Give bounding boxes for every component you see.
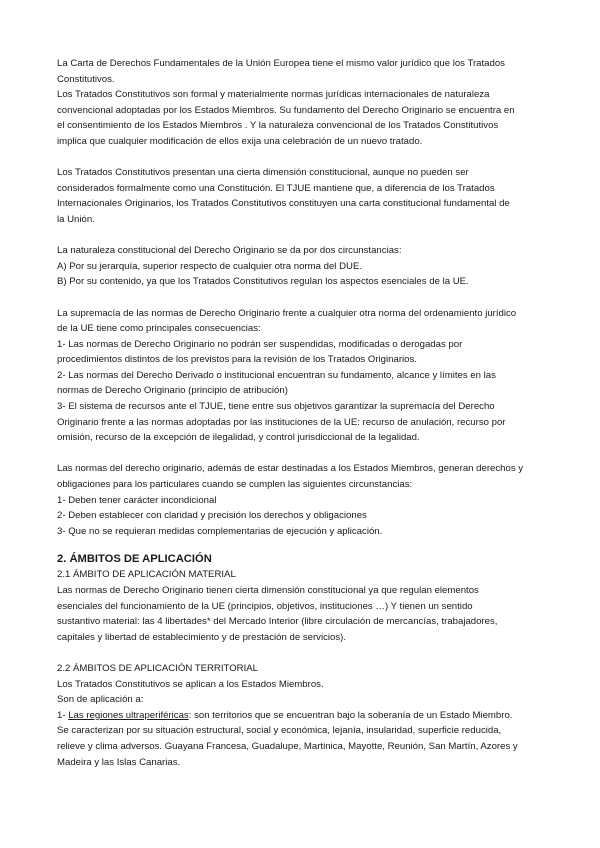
subsection-heading-material: 2.1 ÁMBITO DE APLICACIÓN MATERIAL <box>57 569 236 581</box>
outermost-regions-term: Las regiones ultraperiféricas <box>68 709 189 721</box>
paragraph-outermost-regions-description: Se caracterizan por su situación estructural, social y económica, lejanía, insularidad, superficie reducida, relieve y clima adversos. Guayana Francesa, Guadalupe, Martinica, Mayotte, Reunión, San Martín, Azores y Madeira y las Islas Canarias. <box>57 725 518 768</box>
paragraph-territorial-line2: Son de aplicación a: <box>57 694 144 706</box>
list-item-b: B) Por su contenido, ya que los Tratados Constitutivos regulan los aspectos esenciales de la UE. <box>57 276 469 288</box>
paragraph-constitutional-nature-intro: La naturaleza constitucional del Derecho Originario se da por dos circunstancias: <box>57 245 402 257</box>
list-item-outermost-regions <box>57 708 543 724</box>
paragraph-charter: La Carta de Derechos Fundamentales de la Unión Europea tiene el mismo valor jurídico que los Tratados Constitutivos. <box>57 58 505 85</box>
spacer <box>57 539 543 551</box>
spacer <box>57 228 543 244</box>
paragraph-direct-effect-intro: Las normas del derecho originario, además de estar destinadas a los Estados Miembros, generan derechos y obligaciones para los particulares cuando se cumplen las siguientes circunstancias: <box>57 463 524 491</box>
list-item-1: 1- Las normas de Derecho Originario no podrán ser suspendidas, modificadas o derogadas por procedimientos distintos de los previstos para la revisión de los Tratados Originarios. <box>57 338 463 366</box>
list-item-prefix: 1- <box>57 709 69 721</box>
list-item-1: 1- Deben tener carácter incondicional <box>57 494 217 506</box>
paragraph-supremacy-intro: La supremacía de las normas de Derecho Originario frente a cualquier otra norma del ordenamiento jurídico de la UE tiene como principales consecuencias: <box>57 307 517 335</box>
spacer <box>57 645 543 661</box>
spacer <box>57 446 543 462</box>
list-item-3: 3- Que no se requieran medidas complementarias de ejecución y aplicación. <box>57 525 383 537</box>
section-heading: 2. ÁMBITOS DE APLICACIÓN <box>57 553 212 566</box>
list-item-2: 2- Deben establecer con claridad y precisión los derechos y obligaciones <box>57 510 367 522</box>
list-item-rest: : son territorios que se encuentran bajo la soberanía de un Estado Miembro. <box>188 709 513 721</box>
paragraph-constitutional-dimension: Los Tratados Constitutivos presentan una cierta dimensión constitucional, aunque no pueden ser considerados formalmente como una Constitución. El TJUE mantiene que, a diferencia de los Tratados Internacionales Originarios, los Tratados Constitutivos constituyen una carta constitucional fundamental de la Unión. <box>57 167 510 225</box>
paragraph-treaties-nature: Los Tratados Constitutivos son formal y materialmente normas jurídicas internacionales de naturaleza convencional adoptadas por los Estados Miembros. Su fundamento del Derecho Originario se encuentra en el consentimiento de los Estados Miembros . Y la naturaleza convencional de los Tratados Constitutivos implica que cualquier modificación de ellos exija una celebración de un nuevo tratado. <box>57 89 515 147</box>
paragraph-material-scope: Las normas de Derecho Originario tienen cierta dimensión constitucional ya que regulan elementos esenciales del funcionamiento de la UE (principios, objetivos, instituciones …) Y tienen un sentido sustantivo material: las 4 libertades* del Mercado Interior (libre circulación de mercancías, trabajadores, capitales y libertad de establecimiento y de prestación de servicios). <box>57 585 498 643</box>
list-item-2: 2- Las normas del Derecho Derivado o institucional encuentran su fundamento, alcance y límites en las normas de Derecho Originario (principio de atribución) <box>57 369 496 397</box>
list-item-a: A) Por su jerarquía, superior respecto de cualquier otra norma del DUE. <box>57 260 363 272</box>
spacer <box>57 290 543 306</box>
subsection-heading-territorial: 2.2 ÁMBITOS DE APLICACIÓN TERRITORIAL <box>57 662 258 674</box>
document-page <box>57 56 543 770</box>
spacer <box>57 150 543 166</box>
list-item-3: 3- El sistema de recursos ante el TJUE, tiene entre sus objetivos garantizar la supremacía del Derecho Originario frente a las normas adoptadas por las instituciones de la UE: recurso de anulación, recurso por omisión, recurso de la excepción de ilegalidad, y control jurisdiccional de la legalidad. <box>57 401 506 444</box>
paragraph-territorial-line1: Los Tratados Constitutivos se aplican a los Estados Miembros. <box>57 678 324 690</box>
